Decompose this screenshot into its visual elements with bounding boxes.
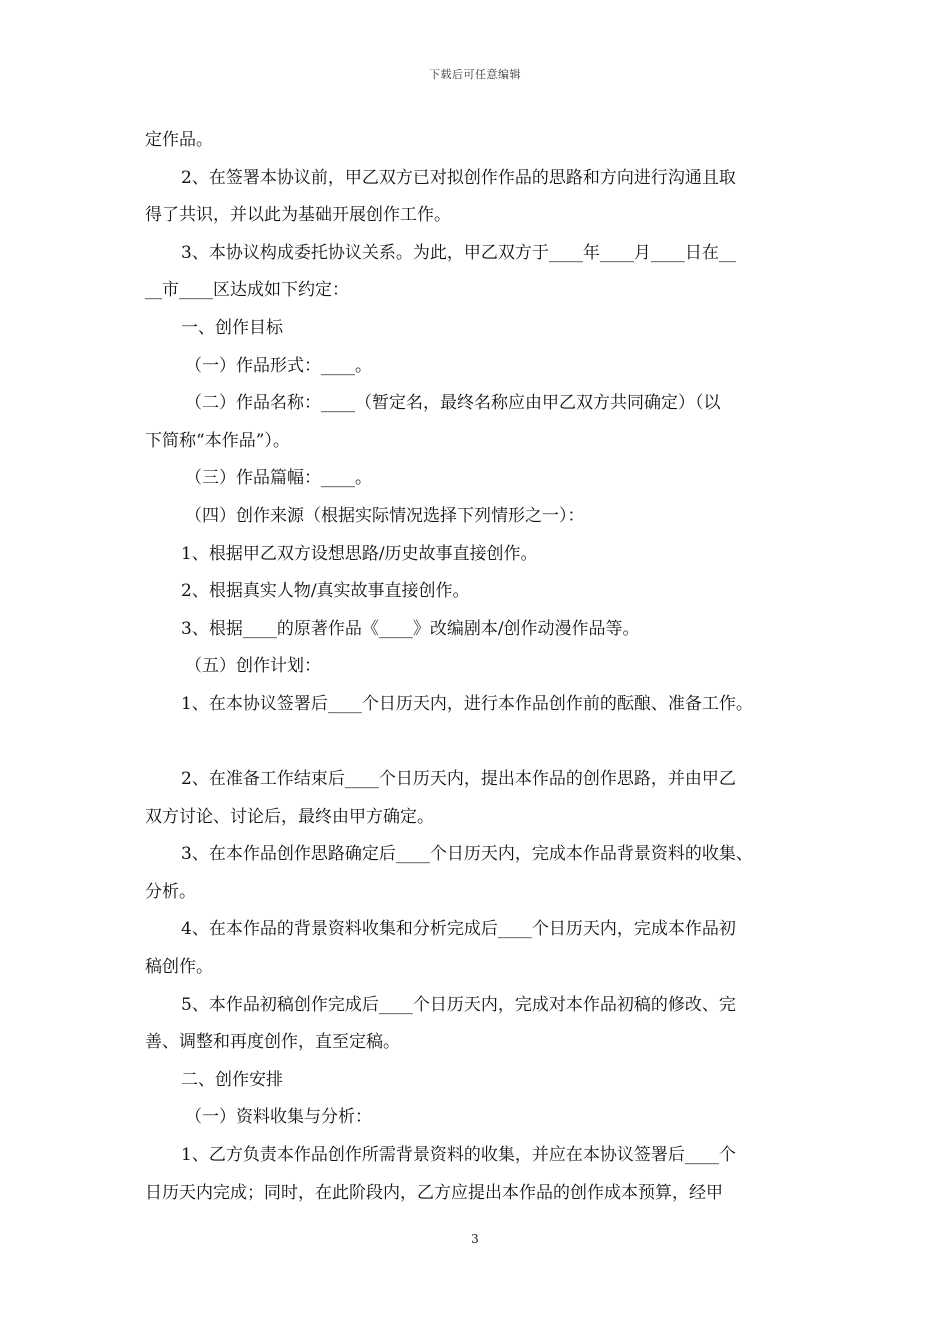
text-line: 日历天内完成；同时，在此阶段内，乙方应提出本作品的创作成本预算，经甲 <box>145 1182 723 1203</box>
text-line: （四）创作来源（根据实际情况选择下列情形之一）： <box>185 505 585 526</box>
page-number: 3 <box>471 1232 479 1246</box>
text-line: 3、在本作品创作思路确定后____个日历天内，完成本作品背景资料的收集、 <box>181 844 753 865</box>
text-line: 分析。 <box>145 881 196 902</box>
text-line: （一）作品形式：____。 <box>185 355 372 376</box>
text-line: 2、在准备工作结束后____个日历天内，提出本作品的创作思路，并由甲乙 <box>181 769 736 790</box>
text-line: （三）作品篇幅：____。 <box>185 468 372 489</box>
text-line: （一）资料收集与分析： <box>185 1107 372 1128</box>
text-line: 2、在签署本协议前，甲乙双方已对拟创作作品的思路和方向进行沟通且取 <box>181 167 736 188</box>
text-line: 5、本作品初稿创作完成后____个日历天内，完成对本作品初稿的修改、完 <box>181 994 736 1015</box>
text-line: 1、根据甲乙双方设想思路/历史故事直接创作。 <box>181 543 538 564</box>
text-line: 1、乙方负责本作品创作所需背景资料的收集，并应在本协议签署后____个 <box>181 1145 736 1166</box>
text-line: （二）作品名称：____（暂定名，最终名称应由甲乙双方共同确定）（以 <box>185 393 721 414</box>
section-heading: 一、创作目标 <box>181 317 283 338</box>
text-line: 3、根据____的原著作品《____》改编剧本/创作动漫作品等。 <box>181 618 640 639</box>
text-line: 定作品。 <box>145 130 213 150</box>
text-line: 稿创作。 <box>145 957 213 978</box>
text-line: 3、本协议构成委托协议关系。为此，甲乙双方于____年____月____日在__ <box>181 242 736 263</box>
blank-line <box>145 724 811 762</box>
text-line: __市____区达成如下约定： <box>145 280 349 301</box>
text-line: （五）创作计划： <box>185 656 321 677</box>
text-line: 得了共识，并以此为基础开展创作工作。 <box>145 205 451 226</box>
text-line: 4、在本作品的背景资料收集和分析完成后____个日历天内，完成本作品初 <box>181 919 736 940</box>
text-line: 1、在本协议签署后____个日历天内，进行本作品创作前的酝酿、准备工作。 <box>181 693 753 714</box>
text-line: 双方讨论、讨论后，最终由甲方确定。 <box>145 806 434 827</box>
text-line: 善、调整和再度创作，直至定稿。 <box>145 1032 400 1053</box>
document-body <box>145 122 811 1212</box>
text-line: 下简称“本作品”）。 <box>145 430 290 451</box>
text-line: 2、根据真实人物/真实故事直接创作。 <box>181 581 470 602</box>
section-heading: 二、创作安排 <box>181 1069 283 1090</box>
page-header: 下载后可任意编辑 <box>429 68 521 81</box>
